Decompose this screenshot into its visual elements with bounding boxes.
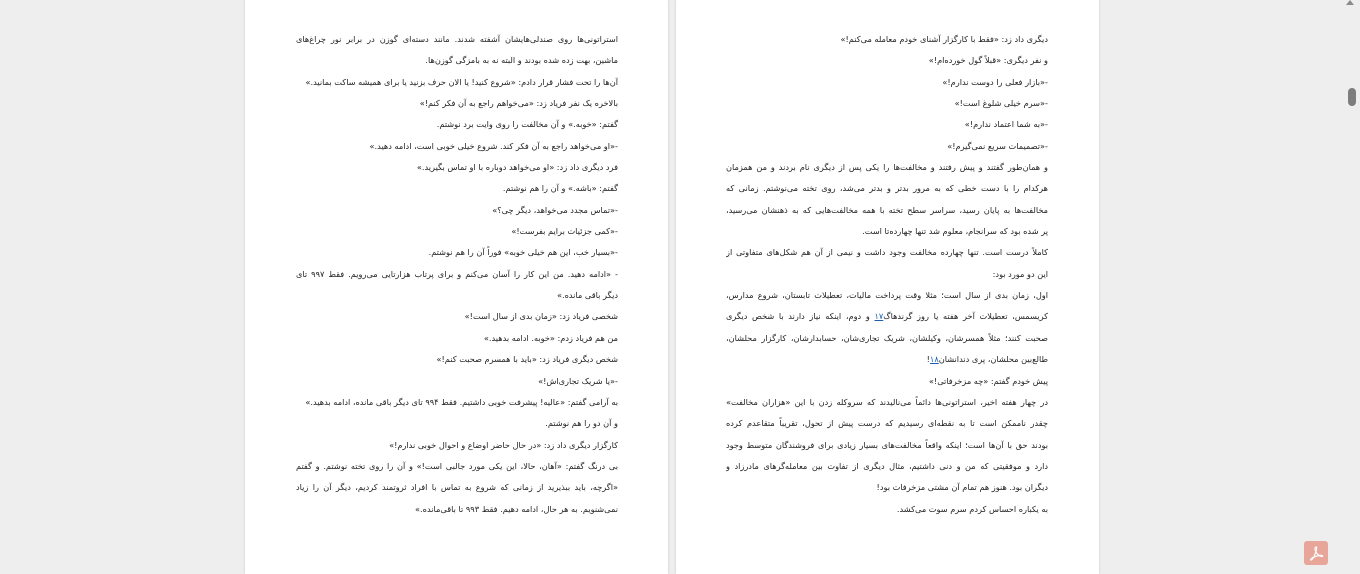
text-line: و آن دو را هم نوشتم. <box>545 418 618 429</box>
text-line: -«کمی جزئیات برایم بفرست!» <box>511 226 618 237</box>
text-segment: ! <box>926 354 930 365</box>
text-line: بالاخره یک نفر فریاد زد: «می‌خواهم راجع به آن فکر کنم!» <box>419 98 618 109</box>
text-segment: کریسمس، تعطیلات آخر هفته یا روز گرندهاگ <box>883 311 1048 322</box>
text-line: این دو مورد بود: <box>992 268 1048 279</box>
text-line: پیش خودم گفتم: «چه مزخرفاتی!» <box>928 375 1048 386</box>
text-line: استراتونی‌ها روی صندلی‌هایشان آشفته شدند. مانند دسته‌ای گوزن در برابر نور چراغ‌های <box>296 34 618 44</box>
text-line: بی درنگ گفتم: «آهان، حالا، این یکی مورد جالبی است!» و آن را روی تخته نوشتم. و گفتم <box>296 460 618 471</box>
text-segment: طالع‌بین محلشان، پری دندانشان <box>938 354 1048 365</box>
text-line: چقدر ناممکن است تا به نقطه‌ای رسیدیم که درست پیش از تحول، تقریباً متقاعدم کرده <box>726 418 1048 429</box>
text-line <box>726 349 1048 370</box>
text-line: -«بسیار خب، این هم خیلی خوبه» فوراً آن را هم نوشتم. <box>428 247 618 258</box>
pdf-tool-button[interactable] <box>1304 541 1328 565</box>
text-line: -«بازار فعلی را دوست ندارم!» <box>942 76 1048 87</box>
footnote-link[interactable]: ۱۷ <box>874 311 884 322</box>
page-text <box>296 29 618 520</box>
text-line: پر شده بود که سرانجام، معلوم شد تنها چهارده‌تا است. <box>862 226 1048 237</box>
text-line: -«یا شریک تجاری‌اش!» <box>538 375 618 386</box>
text-line: شخصی فریاد زد: «زمان بدی از سال است!» <box>464 311 618 322</box>
vertical-scrollbar[interactable] <box>1340 0 1360 574</box>
scroll-up-arrow-icon[interactable] <box>1346 0 1354 5</box>
page-right <box>676 0 1099 574</box>
text-line: شخص دیگری فریاد زد: «باید با همسرم صحبت کنم!» <box>436 354 618 365</box>
text-line: «اگرچه، باید ببذیرید از زمانی که شروع به تماس با افراد ثروتمند کردیم، دیگر آن را زیاد <box>296 482 618 493</box>
text-line: ماشین، بهت زده شده بودند و البته نه به بامزگی گوزن‌ها. <box>425 55 618 66</box>
text-line: و نفر دیگری: «قبلاً گول خورده‌ام!» <box>928 55 1048 66</box>
text-line: دارد و موفقیتی که من و دنی داشتیم، مثال دیگری از تفاوت بین معامله‌گرهای مادرزاد و <box>726 460 1048 471</box>
text-line: -«سرم خیلی شلوغ است!» <box>954 98 1048 109</box>
text-line: مخالفت‌ها به پایان رسید، سراسر سطح تخته با همه مخالفت‌هایی که به ذهنشان می‌رسید، <box>726 204 1048 215</box>
text-line: بودند حق با آن‌ها است؛ اینکه واقعاً مخالفت‌های بسیار زیادی برای فروشندگان متوسط وجود <box>726 439 1048 450</box>
text-line: هرکدام را با دست خطی که به مرور بدتر و بدتر می‌شد، روی تخته می‌نوشتم. زمانی که <box>726 183 1048 194</box>
text-segment: و دوم، اینکه نیاز دارند با شخص دیگری <box>726 311 875 322</box>
text-line: - «ادامه دهید. من این کار را آسان می‌کنم و برای پرتاب هزارتایی می‌رویم. فقط ۹۹۷ تای <box>296 268 618 279</box>
text-line: فرد دیگری داد زد: «او می‌خواهد دوباره با او تماس بگیرید.» <box>416 162 618 173</box>
text-line: -«به شما اعتماد ندارم!» <box>964 119 1048 130</box>
text-line: -«او می‌خواهد راجع به آن فکر کند. شروع خیلی خوبی است، ادامه دهید.» <box>369 140 618 151</box>
text-line: به آرامی گفتم: «عالیه! پیشرفت خوبی داشتیم. فقط ۹۹۴ تای دیگر باقی مانده، ادامه بدهید.» <box>305 396 618 407</box>
scrollbar-thumb[interactable] <box>1348 88 1356 106</box>
text-line: کاملاً درست است. تنها چهارده مخالفت وجود داشت و نیمی از آن هم شکل‌های متفاوتی از <box>726 247 1048 258</box>
text-line: در چهار هفته اخیر، استراتونی‌ها دائماً می‌نالیدند که سروکله زدن با این «هزاران مخالفت» <box>726 396 1048 407</box>
text-line: به یکباره احساس کردم سرم سوت می‌کشد. <box>896 503 1048 514</box>
text-line: دیگران بود. هنوز هم تمام آن مشتی مزخرفات بود! <box>876 482 1048 493</box>
text-line: کارگزار دیگری داد زد: «در حال حاضر اوضاع و احوال خوبی ندارم!» <box>389 439 618 450</box>
text-line: گفتم: «خوبه.» و آن مخالفت را روی وایت برد نوشتم. <box>436 119 618 130</box>
text-line: دیگری داد زد: «فقط با کارگزار آشنای خودم معامله می‌کنم!» <box>840 34 1048 44</box>
text-line: آن‌ها را تحت فشار قرار دادم: «شروع کنید! یا الان حرف بزنید یا برای همیشه ساکت بمانید.» <box>305 76 618 87</box>
text-line: نمی‌شنویم. به هر حال، ادامه دهیم. فقط ۹۹۳ تا باقی‌مانده.» <box>415 503 618 514</box>
page-text <box>726 29 1048 520</box>
text-line: -«تماس مجدد می‌خواهد، دیگر چی؟» <box>492 204 618 215</box>
text-line: اول، زمان بدی از سال است؛ مثلا وقت پرداخت مالیات، تعطیلات تابستان، شروع مدارس، <box>726 290 1048 301</box>
text-line: صحبت کنند؛ مثلاً همسرشان، وکیلشان، شریک تجاری‌شان، حسابدارشان، کارگزار محلشان، <box>726 332 1048 343</box>
text-line: دیگر باقی مانده.» <box>556 290 618 301</box>
text-line <box>726 306 1048 327</box>
text-line: من هم فریاد زدم: «خوبه. ادامه بدهید.» <box>483 332 618 343</box>
page-left <box>245 0 668 574</box>
text-line: گفتم: «باشه.» و آن را هم نوشتم. <box>502 183 618 194</box>
footnote-link[interactable]: ۱۸ <box>929 354 939 365</box>
text-line: -«تصمیمات سریع نمی‌گیرم!» <box>947 140 1048 151</box>
pdf-icon <box>1308 545 1324 561</box>
text-line: و همان‌طور گفتند و پیش رفتند و مخالفت‌ها را یکی پس از دیگری نام بردند و من همزمان <box>726 162 1048 173</box>
